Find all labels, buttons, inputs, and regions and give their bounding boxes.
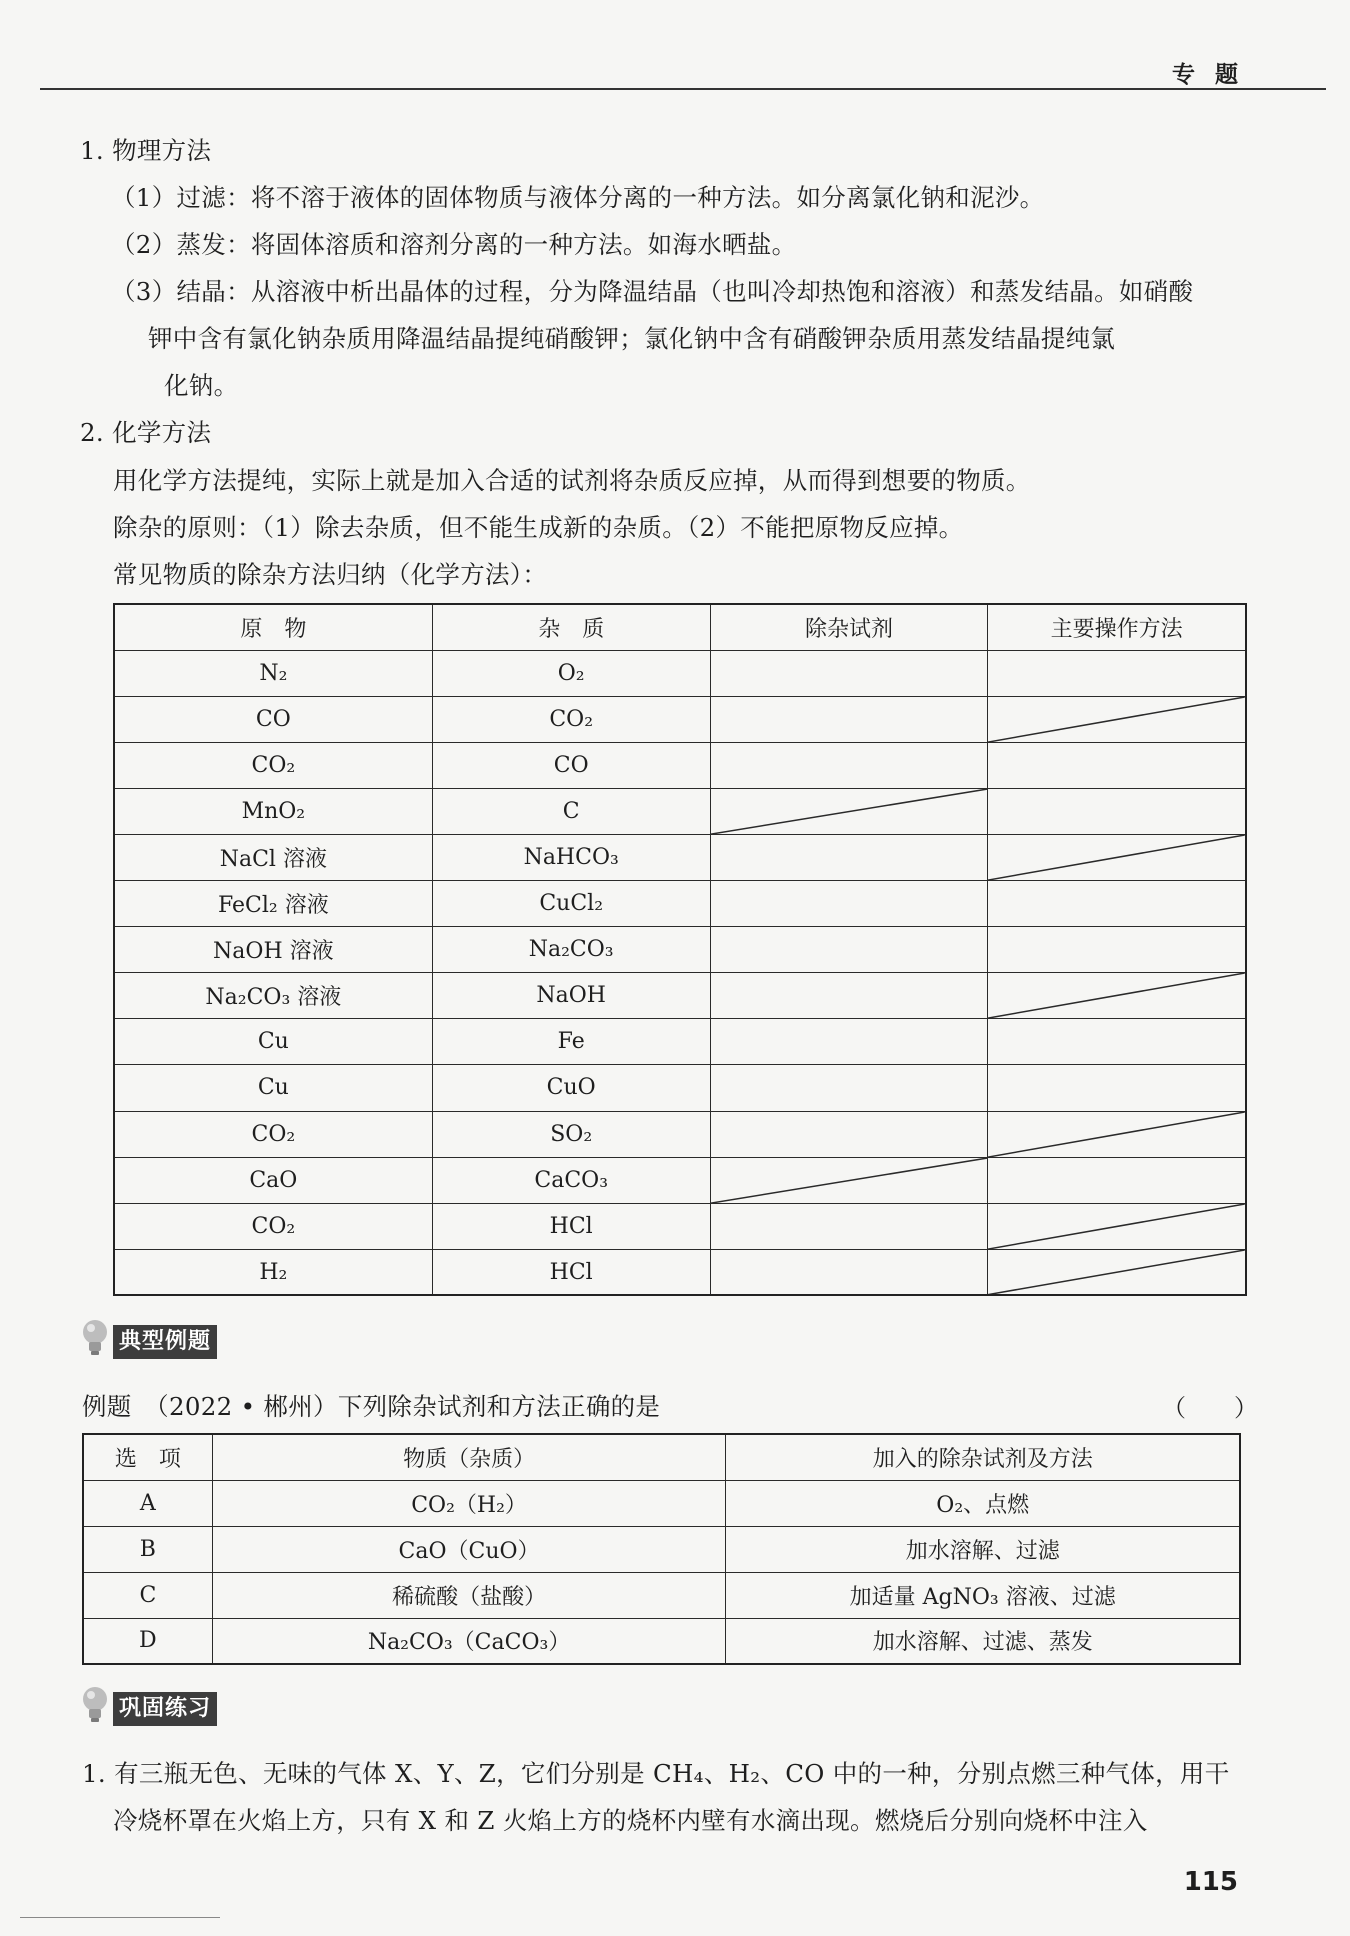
cell-method[interactable] — [988, 788, 1246, 834]
cell-original: FeCl₂ 溶液 — [114, 881, 432, 927]
table-row — [114, 927, 1246, 973]
table-row — [114, 881, 1246, 927]
section1-heading: 1. 物理方法 — [80, 136, 212, 165]
cell-option: A — [83, 1480, 212, 1526]
table-row — [114, 742, 1246, 788]
cell-reagent[interactable] — [710, 834, 988, 880]
table-row — [83, 1526, 1240, 1572]
diagonal-slash — [711, 789, 988, 834]
cell-impurity: CO — [432, 742, 710, 788]
cell-reagent-slashed — [710, 1157, 988, 1203]
cell-reagent-method: 加适量 AgNO₃ 溶液、过滤 — [726, 1572, 1240, 1618]
cell-original: Cu — [114, 1065, 432, 1111]
cell-original: H₂ — [114, 1249, 432, 1295]
table-row — [83, 1480, 1240, 1526]
table-row — [114, 1065, 1246, 1111]
table-row — [83, 1618, 1240, 1664]
header-reagent: 除杂试剂 — [710, 604, 988, 650]
section1-para-1: （1）过滤：将不溶于液体的固体物质与液体分离的一种方法。如分离氯化钠和泥沙。 — [111, 183, 1045, 212]
header-rule — [40, 88, 1326, 90]
cell-impurity: C — [432, 788, 710, 834]
page-number: 115 — [1183, 1867, 1238, 1897]
cell-reagent[interactable] — [710, 650, 988, 696]
cell-method[interactable] — [988, 650, 1246, 696]
lightbulb-icon — [78, 1685, 112, 1725]
cell-substance: Na₂CO₃（CaCO₃） — [212, 1618, 726, 1664]
cell-original: MnO₂ — [114, 788, 432, 834]
cell-reagent[interactable] — [710, 973, 988, 1019]
practice-section-tag: 巩固练习 — [113, 1692, 217, 1726]
cell-substance: CO₂（H₂） — [212, 1480, 726, 1526]
table-row — [114, 696, 1246, 742]
cell-impurity: CaCO₃ — [432, 1157, 710, 1203]
practice-question-1a: 1. 有三瓶无色、无味的气体 X、Y、Z，它们分别是 CH₄、H₂、CO 中的一种，分别点燃三种气体，用干 — [82, 1759, 1230, 1788]
cell-reagent-method: 加水溶解、过滤、蒸发 — [726, 1618, 1240, 1664]
cell-reagent[interactable] — [710, 742, 988, 788]
cell-option: C — [83, 1572, 212, 1618]
lightbulb-icon — [78, 1318, 112, 1358]
diagonal-slash — [711, 1158, 988, 1203]
cell-method-slashed — [988, 1111, 1246, 1157]
cell-original: Na₂CO₃ 溶液 — [114, 973, 432, 1019]
cell-method[interactable] — [988, 881, 1246, 927]
cell-original: CO₂ — [114, 742, 432, 788]
table-header-row — [114, 604, 1246, 650]
section2-para-2: 除杂的原则：（1）除去杂质，但不能生成新的杂质。（2）不能把原物反应掉。 — [113, 513, 964, 542]
cell-substance: 稀硫酸（盐酸） — [212, 1572, 726, 1618]
table-header-row — [83, 1434, 1240, 1480]
section1-para-3c: 化钠。 — [164, 371, 239, 400]
cell-reagent-method: 加水溶解、过滤 — [726, 1526, 1240, 1572]
cell-method[interactable] — [988, 1019, 1246, 1065]
cell-original: CO — [114, 696, 432, 742]
cell-method-slashed — [988, 1249, 1246, 1295]
cell-impurity: HCl — [432, 1249, 710, 1295]
cell-impurity: HCl — [432, 1203, 710, 1249]
table-row — [83, 1572, 1240, 1618]
table-row — [114, 1019, 1246, 1065]
table-row — [114, 788, 1246, 834]
cell-impurity: CO₂ — [432, 696, 710, 742]
header-title: 专 题 — [1171, 62, 1244, 88]
example-options-table — [82, 1433, 1241, 1665]
example-question: 例题 （2022 • 郴州）下列除杂试剂和方法正确的是 — [82, 1392, 661, 1421]
cell-method-slashed — [988, 696, 1246, 742]
cell-method-slashed — [988, 973, 1246, 1019]
cell-reagent[interactable] — [710, 1111, 988, 1157]
cell-reagent[interactable] — [710, 696, 988, 742]
section2-para-3: 常见物质的除杂方法归纳（化学方法）： — [113, 560, 548, 589]
cell-original: CO₂ — [114, 1203, 432, 1249]
cell-method[interactable] — [988, 742, 1246, 788]
cell-original: CaO — [114, 1157, 432, 1203]
cell-option: D — [83, 1618, 212, 1664]
diagonal-slash — [988, 1112, 1245, 1157]
header-original: 原 物 — [114, 604, 432, 650]
cell-impurity: CuO — [432, 1065, 710, 1111]
cell-reagent-method: O₂、点燃 — [726, 1480, 1240, 1526]
cell-method-slashed — [988, 834, 1246, 880]
diagonal-slash — [988, 973, 1245, 1018]
cell-impurity: O₂ — [432, 650, 710, 696]
header-option: 选 项 — [83, 1434, 212, 1480]
practice-question-1b: 冷烧杯罩在火焰上方，只有 X 和 Z 火焰上方的烧杯内壁有水滴出现。燃烧后分别向烧杯中注入 — [113, 1806, 1148, 1835]
diagonal-slash — [988, 697, 1245, 742]
cell-reagent[interactable] — [710, 1019, 988, 1065]
diagonal-slash — [988, 1250, 1245, 1295]
cell-reagent[interactable] — [710, 1203, 988, 1249]
cell-reagent[interactable] — [710, 881, 988, 927]
header-method: 主要操作方法 — [988, 604, 1246, 650]
cell-reagent-slashed — [710, 788, 988, 834]
section1-para-2: （2）蒸发：将固体溶质和溶剂分离的一种方法。如海水晒盐。 — [111, 230, 797, 259]
cell-original: CO₂ — [114, 1111, 432, 1157]
section1-para-3a: （3）结晶：从溶液中析出晶体的过程，分为降温结晶（也叫冷却热饱和溶液）和蒸发结晶。如硝酸 — [111, 277, 1194, 306]
table-row — [114, 834, 1246, 880]
section1-para-3b: 钾中含有氯化钠杂质用降温结晶提纯硝酸钾；氯化钠中含有硝酸钾杂质用蒸发结晶提纯氯 — [148, 324, 1116, 353]
section2-heading: 2. 化学方法 — [80, 418, 212, 447]
cell-impurity: Na₂CO₃ — [432, 927, 710, 973]
cell-original: NaCl 溶液 — [114, 834, 432, 880]
cell-impurity: CuCl₂ — [432, 881, 710, 927]
diagonal-slash — [988, 835, 1245, 880]
answer-blank[interactable]: （ ） — [1162, 1394, 1258, 1422]
example-section-tag: 典型例题 — [113, 1325, 217, 1359]
header-substance: 物质（杂质） — [212, 1434, 726, 1480]
cell-original: N₂ — [114, 650, 432, 696]
cell-impurity: NaOH — [432, 973, 710, 1019]
header-impurity: 杂 质 — [432, 604, 710, 650]
cell-impurity: SO₂ — [432, 1111, 710, 1157]
cell-method[interactable] — [988, 1157, 1246, 1203]
cell-impurity: Fe — [432, 1019, 710, 1065]
cell-original: Cu — [114, 1019, 432, 1065]
cell-method[interactable] — [988, 927, 1246, 973]
table-row — [114, 1249, 1246, 1295]
cell-method[interactable] — [988, 1065, 1246, 1111]
table-row — [114, 1111, 1246, 1157]
cell-original: NaOH 溶液 — [114, 927, 432, 973]
section2-para-1: 用化学方法提纯，实际上就是加入合适的试剂将杂质反应掉，从而得到想要的物质。 — [113, 466, 1031, 495]
cell-option: B — [83, 1526, 212, 1572]
table-row — [114, 650, 1246, 696]
footer-rule — [20, 1917, 220, 1918]
cell-reagent[interactable] — [710, 1249, 988, 1295]
diagonal-slash — [988, 1204, 1245, 1249]
table-row — [114, 1157, 1246, 1203]
cell-impurity: NaHCO₃ — [432, 834, 710, 880]
table-row — [114, 1203, 1246, 1249]
cell-reagent[interactable] — [710, 1065, 988, 1111]
table-row — [114, 973, 1246, 1019]
cell-substance: CaO（CuO） — [212, 1526, 726, 1572]
cell-method-slashed — [988, 1203, 1246, 1249]
impurity-removal-table — [113, 603, 1247, 1296]
cell-reagent[interactable] — [710, 927, 988, 973]
header-reagent-method: 加入的除杂试剂及方法 — [726, 1434, 1240, 1480]
